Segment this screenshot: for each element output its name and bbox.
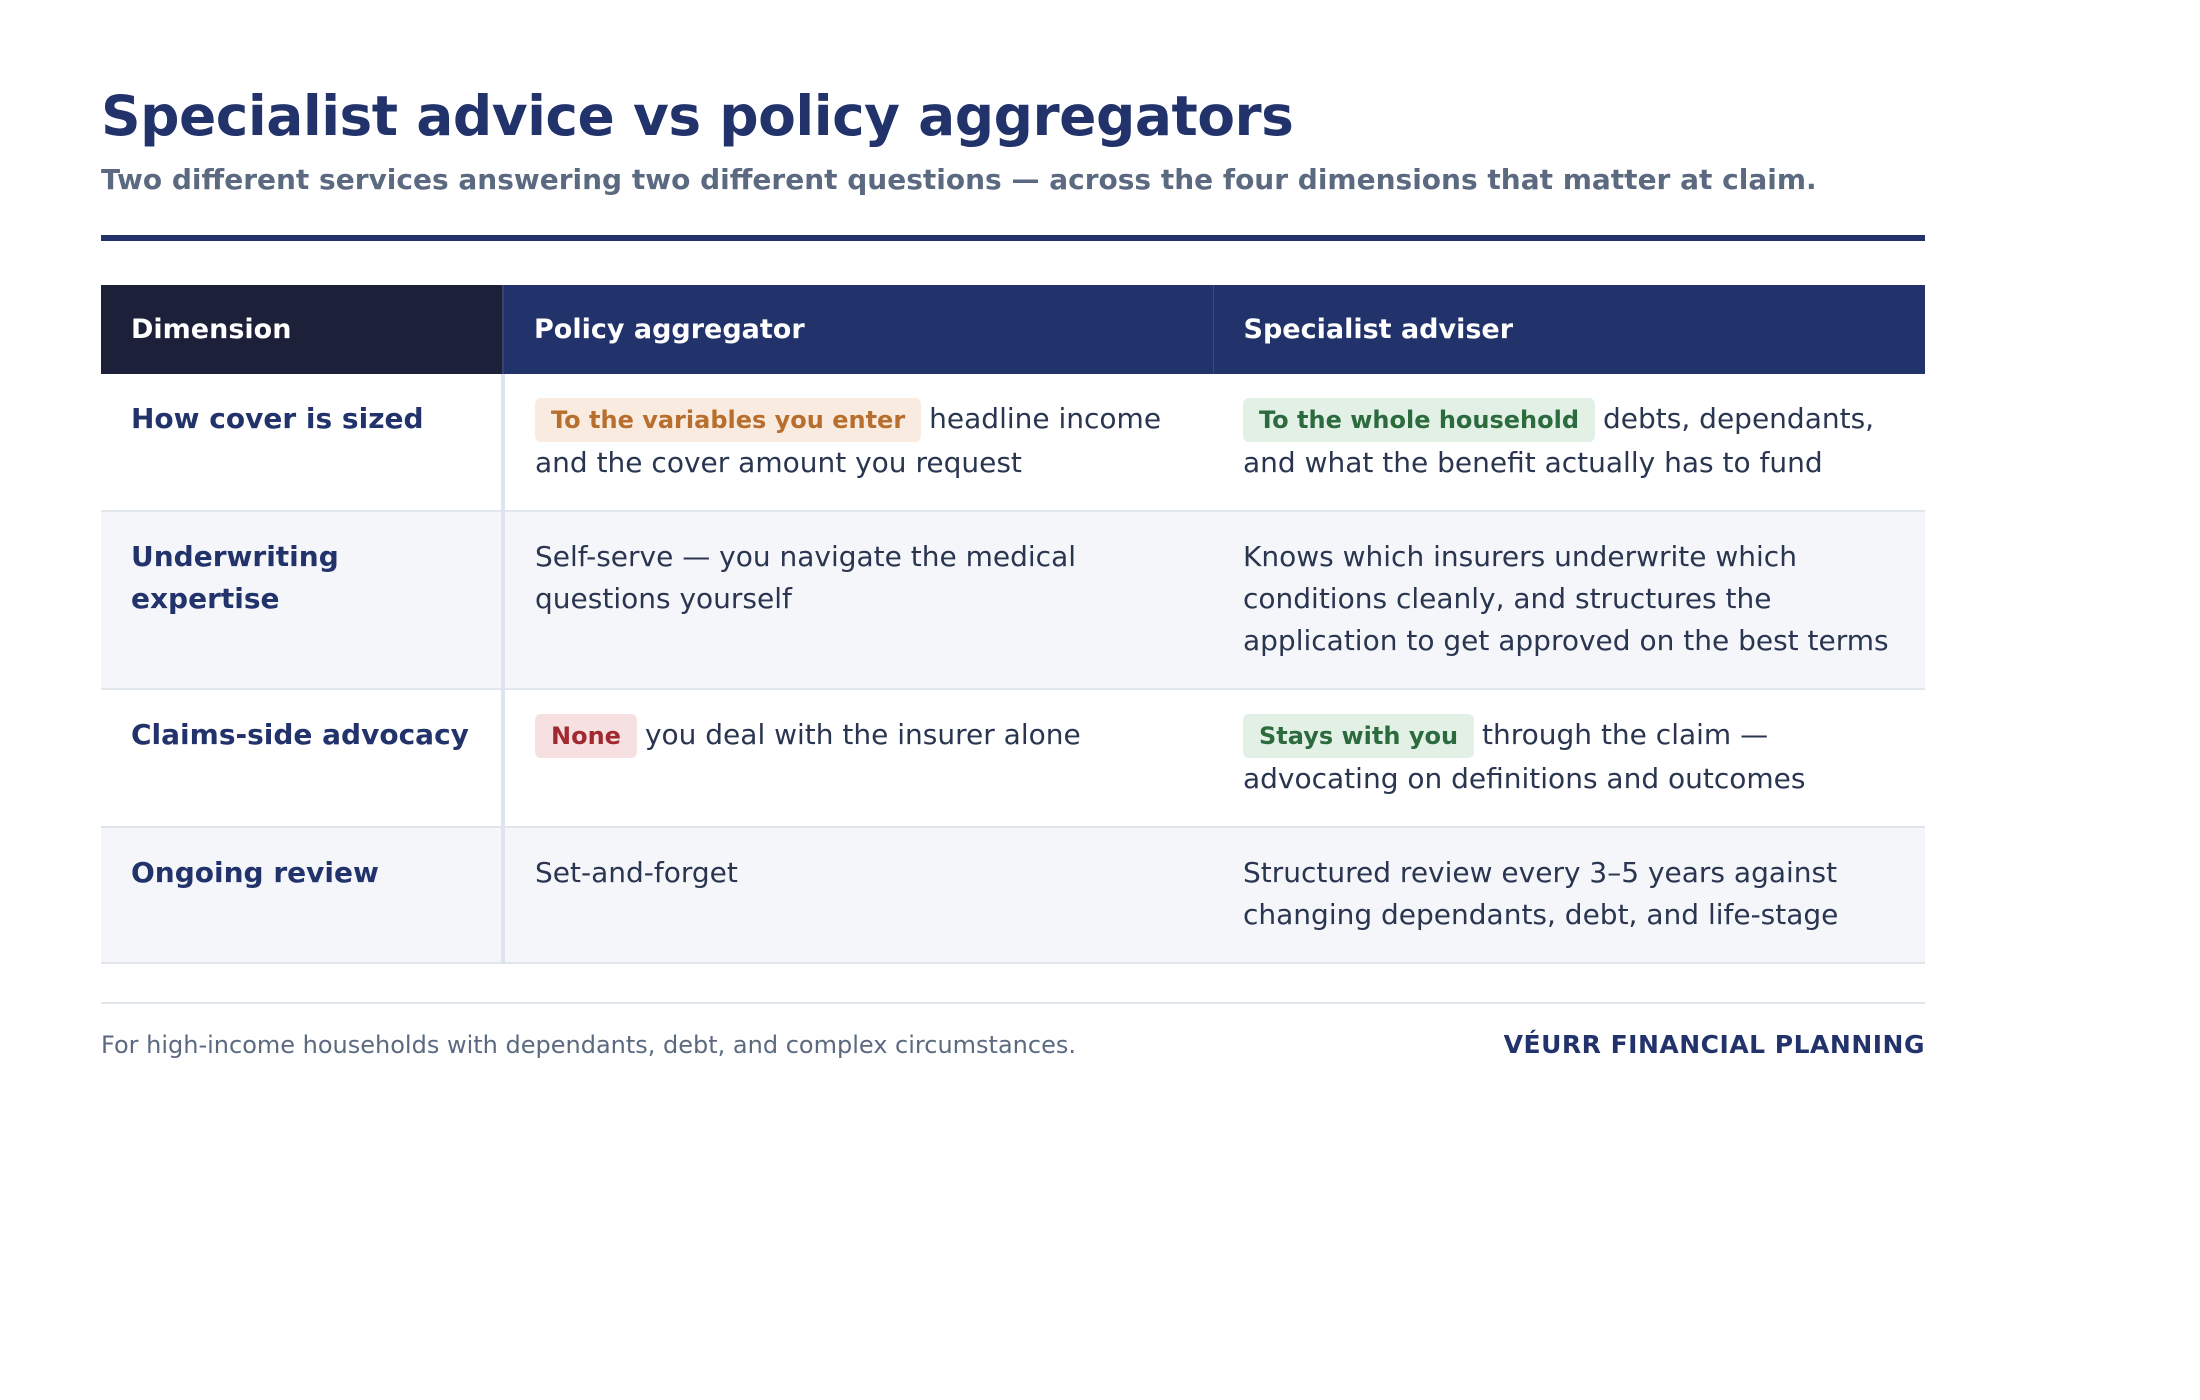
specialist-text: through the claim — advocating on definitions and outcomes [1243, 718, 1806, 795]
footer [101, 1030, 1925, 1059]
table-row [101, 511, 1925, 689]
title-divider [101, 235, 1925, 241]
aggregator-cell [503, 827, 1213, 963]
column-header-specialist: Specialist adviser [1213, 285, 1925, 374]
aggregator-tag: None [535, 714, 637, 758]
specialist-cell [1213, 374, 1925, 511]
specialist-cell [1213, 511, 1925, 689]
aggregator-tag: To the variables you enter [535, 398, 921, 442]
footer-divider [101, 1002, 1925, 1004]
specialist-tag: Stays with you [1243, 714, 1474, 758]
table-row [101, 374, 1925, 511]
content [101, 80, 1925, 1059]
aggregator-text: you deal with the insurer alone [644, 718, 1081, 751]
aggregator-text: headline income and the cover amount you request [535, 402, 1162, 479]
row-dimension-label: Ongoing review [101, 827, 503, 963]
table-row [101, 827, 1925, 963]
table-row [101, 689, 1925, 827]
row-dimension-label: How cover is sized [101, 374, 503, 511]
comparison-table [101, 285, 1925, 964]
brand-name: VÉURR FINANCIAL PLANNING [1503, 1030, 1925, 1059]
aggregator-cell [503, 511, 1213, 689]
row-dimension-label: Claims-side advocacy [101, 689, 503, 827]
aggregator-text: Self-serve — you navigate the medical questions yourself [535, 540, 1077, 615]
page-subtitle: Two different services answering two different questions — across the four dimensions that matter at claim. [101, 163, 1817, 196]
column-header-aggregator: Policy aggregator [503, 285, 1213, 374]
specialist-text: debts, dependants, and what the benefit actually has to fund [1243, 402, 1875, 479]
specialist-cell [1213, 827, 1925, 963]
specialist-text: Knows which insurers underwrite which conditions cleanly, and structures the application to get approved on the best terms [1243, 540, 1889, 657]
page-title: Specialist advice vs policy aggregators [101, 84, 1294, 148]
aggregator-cell [503, 374, 1213, 511]
aggregator-text: Set-and-forget [535, 856, 738, 889]
row-dimension-label: Underwriting expertise [101, 511, 503, 689]
aggregator-cell [503, 689, 1213, 827]
table-header-row [101, 285, 1925, 374]
specialist-tag: To the whole household [1243, 398, 1595, 442]
specialist-cell [1213, 689, 1925, 827]
specialist-text: Structured review every 3–5 years against changing dependants, debt, and life-stage [1243, 856, 1839, 931]
column-header-dimension: Dimension [101, 285, 503, 374]
footer-note: For high-income households with dependants, debt, and complex circumstances. [101, 1030, 1076, 1059]
